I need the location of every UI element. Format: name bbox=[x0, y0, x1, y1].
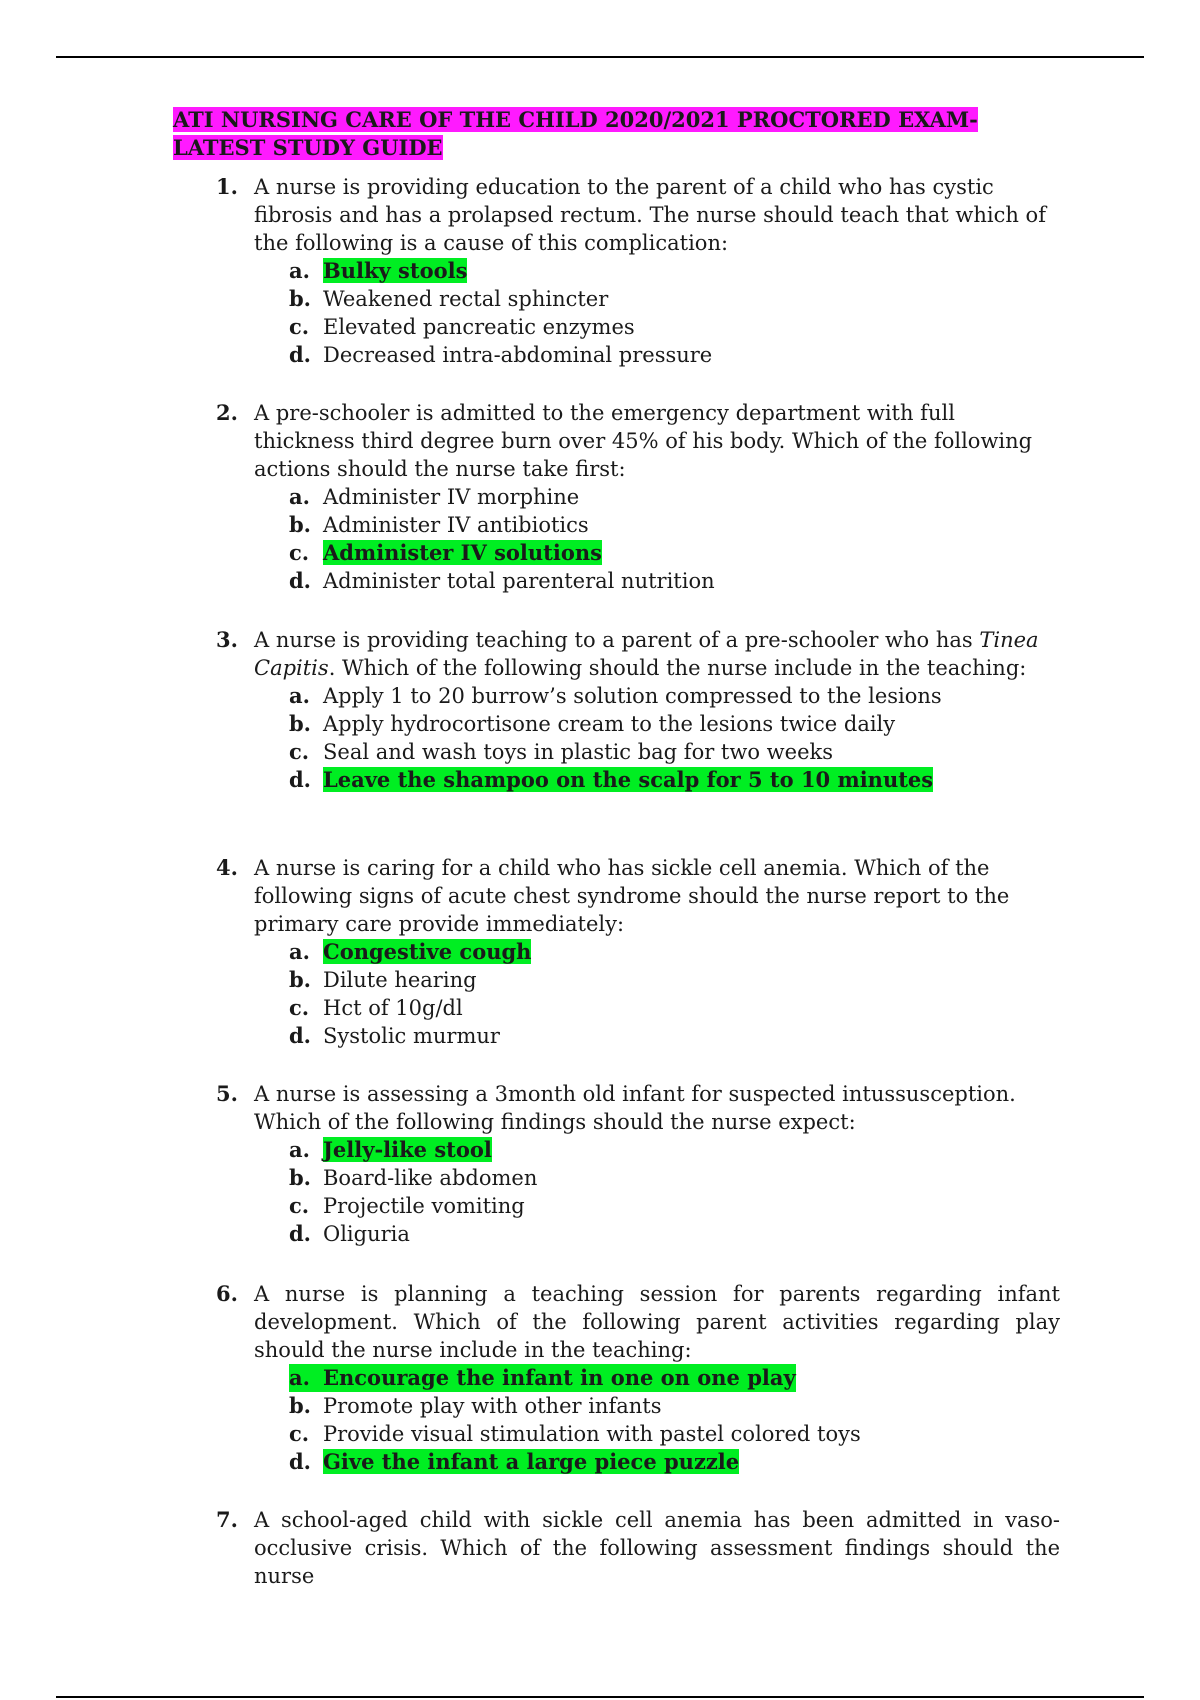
option-a-correct: a. Bulky stools bbox=[289, 258, 468, 283]
bottom-rule bbox=[56, 1696, 1144, 1698]
question-number: 2. bbox=[216, 400, 238, 425]
option-c: c. Elevated pancreatic enzymes bbox=[289, 314, 635, 339]
option-a: a. Apply 1 to 20 burrow’s solution compressed to the lesions bbox=[289, 683, 942, 708]
question-3 bbox=[216, 626, 1060, 794]
option-a-correct: a. Congestive cough bbox=[289, 939, 532, 964]
question-number: 1. bbox=[216, 174, 238, 199]
option-c: c. Provide visual stimulation with pastel colored toys bbox=[289, 1421, 861, 1446]
document-title: ATI NURSING CARE OF THE CHILD 2020/2021 PROCTORED EXAM- LATEST STUDY GUIDE bbox=[173, 107, 978, 160]
question-number: 4. bbox=[216, 855, 238, 880]
question-5 bbox=[216, 1080, 1060, 1248]
question-2 bbox=[216, 399, 1060, 595]
question-number: 7. bbox=[216, 1507, 238, 1532]
option-b: b. Administer IV antibiotics bbox=[289, 512, 589, 537]
option-d: d. Administer total parenteral nutrition bbox=[289, 568, 715, 593]
option-b: b. Apply hydrocortisone cream to the lesions twice daily bbox=[289, 711, 896, 736]
option-a-correct: a. Jelly-like stool bbox=[289, 1137, 492, 1162]
question-text: A school-aged child with sickle cell anemia has been admitted in vaso-occlusive crisis. Which of the following assessment findings should the nurse bbox=[254, 1508, 1060, 1588]
question-number: 6. bbox=[216, 1281, 238, 1306]
question-text: A pre-schooler is admitted to the emergency department with full thickness third degree burn over 45% of his body. Which of the following actions should the nurse take first: bbox=[254, 401, 1033, 481]
option-d: d. Systolic murmur bbox=[289, 1023, 500, 1048]
option-a-correct: a. Encourage the infant in one on one play bbox=[289, 1365, 796, 1390]
option-c: c. Projectile vomiting bbox=[289, 1193, 525, 1218]
top-rule bbox=[56, 56, 1144, 58]
option-c-correct: c. Administer IV solutions bbox=[289, 540, 602, 565]
option-b: b. Board-like abdomen bbox=[289, 1165, 538, 1190]
option-d-correct: d. Leave the shampoo on the scalp for 5 to 10 minutes bbox=[289, 767, 934, 792]
option-d: d. Decreased intra-abdominal pressure bbox=[289, 342, 713, 367]
italic-term: Tinea Capitis bbox=[254, 628, 1039, 680]
option-b: b. Weakened rectal sphincter bbox=[289, 286, 609, 311]
question-text: A nurse is providing teaching to a parent of a pre-schooler who has Tinea Capitis. Which of the following should the nurse include in the teaching: bbox=[254, 628, 1039, 680]
question-text: A nurse is planning a teaching session for parents regarding infant development. Which of the following parent activities regarding play should the nurse include in the teaching: bbox=[254, 1282, 1060, 1362]
question-6 bbox=[216, 1280, 1060, 1476]
question-7 bbox=[216, 1506, 1060, 1590]
option-c: c. Seal and wash toys in plastic bag for two weeks bbox=[289, 739, 833, 764]
option-b: b. Promote play with other infants bbox=[289, 1393, 662, 1418]
question-text: A nurse is caring for a child who has sickle cell anemia. Which of the following signs of acute chest syndrome should the nurse report to the primary care provide immediately: bbox=[254, 856, 1010, 936]
question-number: 5. bbox=[216, 1081, 238, 1106]
question-number: 3. bbox=[216, 627, 238, 652]
question-text: A nurse is providing education to the parent of a child who has cystic fibrosis and has a prolapsed rectum. The nurse should teach that which of the following is a cause of this complication: bbox=[254, 175, 1046, 255]
option-a: a. Administer IV morphine bbox=[289, 484, 580, 509]
question-1 bbox=[216, 173, 1060, 369]
option-d-correct: d. Give the infant a large piece puzzle bbox=[289, 1449, 740, 1474]
question-text: A nurse is assessing a 3month old infant for suspected intussusception. Which of the following findings should the nurse expect: bbox=[254, 1082, 1016, 1134]
option-d: d. Oliguria bbox=[289, 1221, 410, 1246]
question-4 bbox=[216, 854, 1060, 1050]
option-b: b. Dilute hearing bbox=[289, 967, 477, 992]
option-c: c. Hct of 10g/dl bbox=[289, 995, 463, 1020]
